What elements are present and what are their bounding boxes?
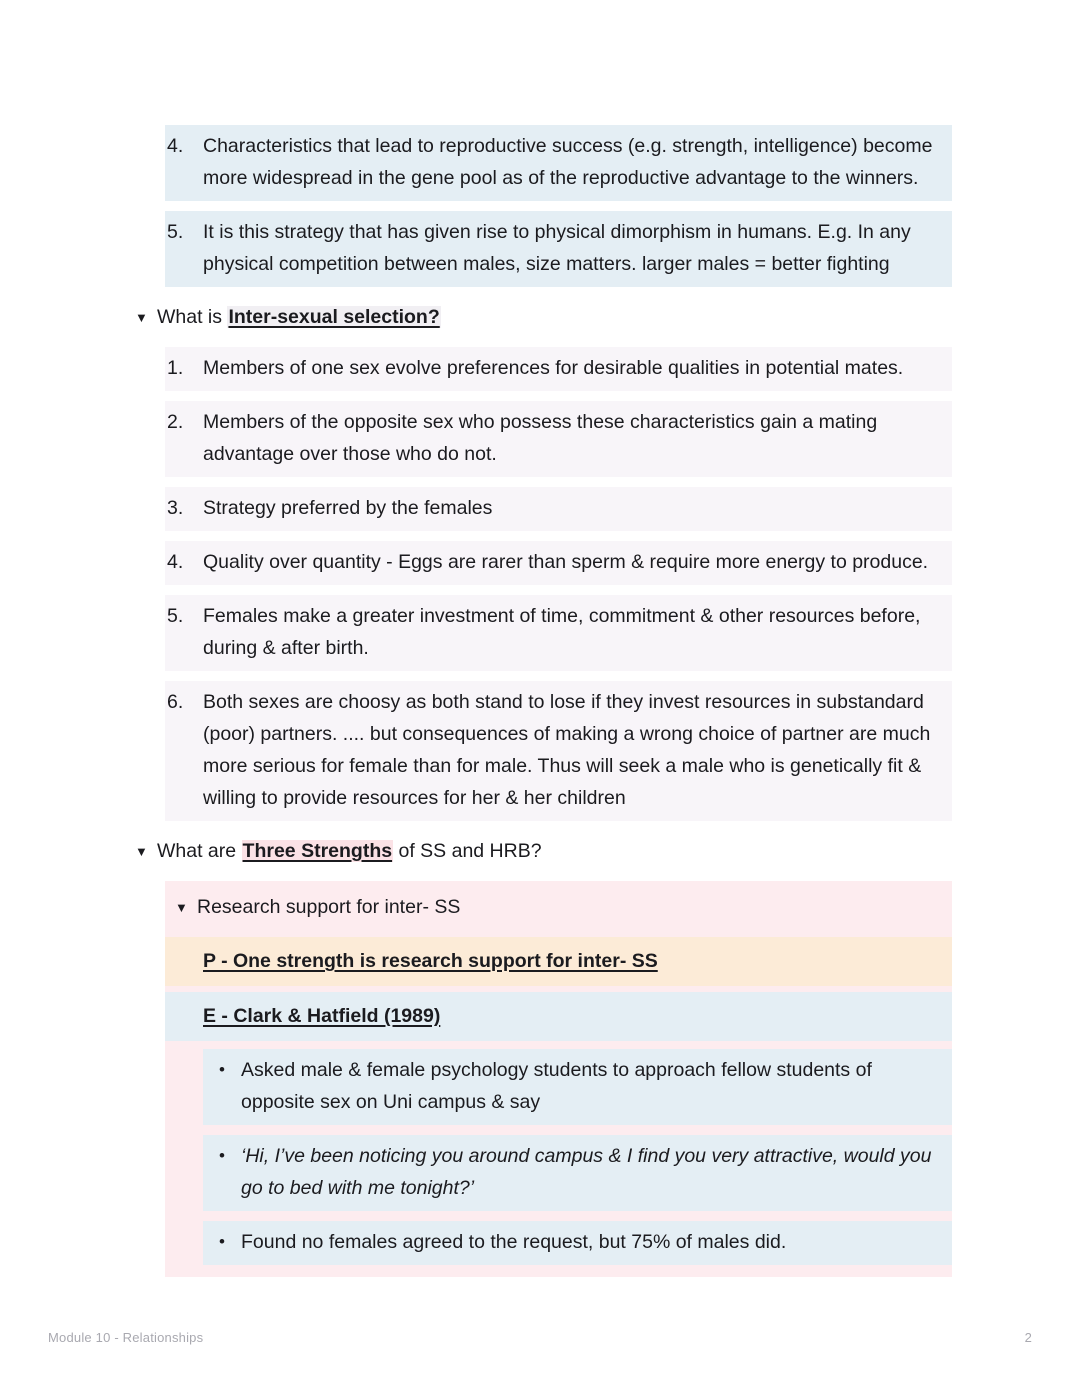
- list-text: Characteristics that lead to reproductive success (e.g. strength, intelligence) become more widespread in the gene pool as of the reproductive advantage to the winners.: [203, 135, 933, 189]
- list-marker: 4.: [167, 551, 184, 573]
- list-text: Quality over quantity - Eggs are rarer than sperm & require more energy to produce.: [203, 551, 929, 573]
- list-marker: 2.: [167, 411, 184, 433]
- list-marker: 5.: [167, 221, 184, 243]
- toggle-label: [157, 835, 952, 867]
- point-row: [165, 937, 952, 986]
- list-item: [165, 595, 952, 671]
- list-text: Members of the opposite sex who possess these characteristics gain a mating advantage over those who do not.: [203, 411, 878, 465]
- toggle-label: [157, 301, 952, 333]
- spacer: [165, 671, 952, 681]
- toggle-highlight: Inter-sexual selection?: [228, 306, 440, 328]
- list-text: Both sexes are choosy as both stand to lose if they invest resources in substandard (poor) partners. .... but consequences of making a wrong choice of partner are much more serious for female than for male. Thus will seek a male who is genetically fit & willing to provide resources for her & her children: [203, 691, 931, 809]
- toggle-prefix: What are: [157, 840, 242, 862]
- list-item: [203, 1049, 952, 1125]
- toggle-label: Research support for inter- SS: [197, 896, 461, 918]
- list-marker: 3.: [167, 497, 184, 519]
- list-item: [165, 347, 952, 391]
- list-item: [203, 1221, 952, 1265]
- document-content: [135, 125, 952, 1277]
- spacer: [165, 585, 952, 595]
- bullet-icon: •: [219, 1060, 225, 1079]
- spacer: [203, 1125, 952, 1135]
- toggle-intersexual-selection[interactable]: [135, 295, 952, 341]
- spacer: [165, 477, 952, 487]
- footer-document-title: Module 10 - Relationships: [48, 1330, 204, 1345]
- chevron-down-icon[interactable]: ▼: [135, 310, 148, 325]
- list-text: It is this strategy that has given rise to physical dimorphism in humans. E.g. In any physical competition between males, size matters. larger males = better fighting: [203, 221, 911, 275]
- list-item: [165, 487, 952, 531]
- list-text: Females make a greater investment of time, commitment & other resources before, during & after birth.: [203, 605, 921, 659]
- spacer: [165, 821, 952, 829]
- list-item: [203, 1135, 952, 1211]
- spacer: [203, 1211, 952, 1221]
- toggle-research-support[interactable]: [170, 885, 952, 931]
- list-item: [165, 401, 952, 477]
- list-item: [165, 541, 952, 585]
- list-text: Strategy preferred by the females: [203, 497, 493, 519]
- evidence-bullet-list: [165, 1049, 952, 1265]
- list-item: [165, 211, 952, 287]
- list-text: Found no females agreed to the request, but 75% of males did.: [241, 1231, 787, 1253]
- list-marker: 6.: [167, 691, 184, 713]
- list-text: Members of one sex evolve preferences for desirable qualities in potential mates.: [203, 357, 904, 379]
- list-text: Asked male & female psychology students to approach fellow students of opposite sex on Uni campus & say: [241, 1059, 872, 1113]
- toggle-suffix: of SS and HRB?: [393, 840, 542, 862]
- list-marker: 5.: [167, 605, 184, 627]
- spacer: [165, 391, 952, 401]
- chevron-down-icon[interactable]: ▼: [175, 900, 188, 915]
- list-item: [165, 125, 952, 201]
- list-item: [165, 681, 952, 821]
- spacer: [165, 201, 952, 211]
- spacer: [165, 531, 952, 541]
- bullet-icon: •: [219, 1232, 225, 1251]
- spacer: [165, 1041, 952, 1049]
- chevron-down-icon[interactable]: ▼: [135, 844, 148, 859]
- list-marker: 4.: [167, 135, 184, 157]
- research-support-group: [165, 881, 952, 1277]
- bullet-icon: •: [219, 1146, 225, 1165]
- list-text: ‘Hi, I’ve been noticing you around campus & I find you very attractive, would you go to bed with me tonight?’: [241, 1145, 932, 1199]
- spacer: [165, 287, 952, 295]
- evidence-text: E - Clark & Hatfield (1989): [203, 1005, 441, 1027]
- toggle-highlight: Three Strengths: [242, 840, 393, 862]
- toggle-prefix: What is: [157, 306, 228, 328]
- list-marker: 1.: [167, 357, 184, 379]
- evidence-row: [165, 992, 952, 1041]
- toggle-three-strengths[interactable]: [135, 829, 952, 875]
- footer-page-number: 2: [1024, 1330, 1032, 1345]
- point-text: P - One strength is research support for inter- SS: [203, 950, 658, 972]
- page-footer: [48, 1330, 1032, 1345]
